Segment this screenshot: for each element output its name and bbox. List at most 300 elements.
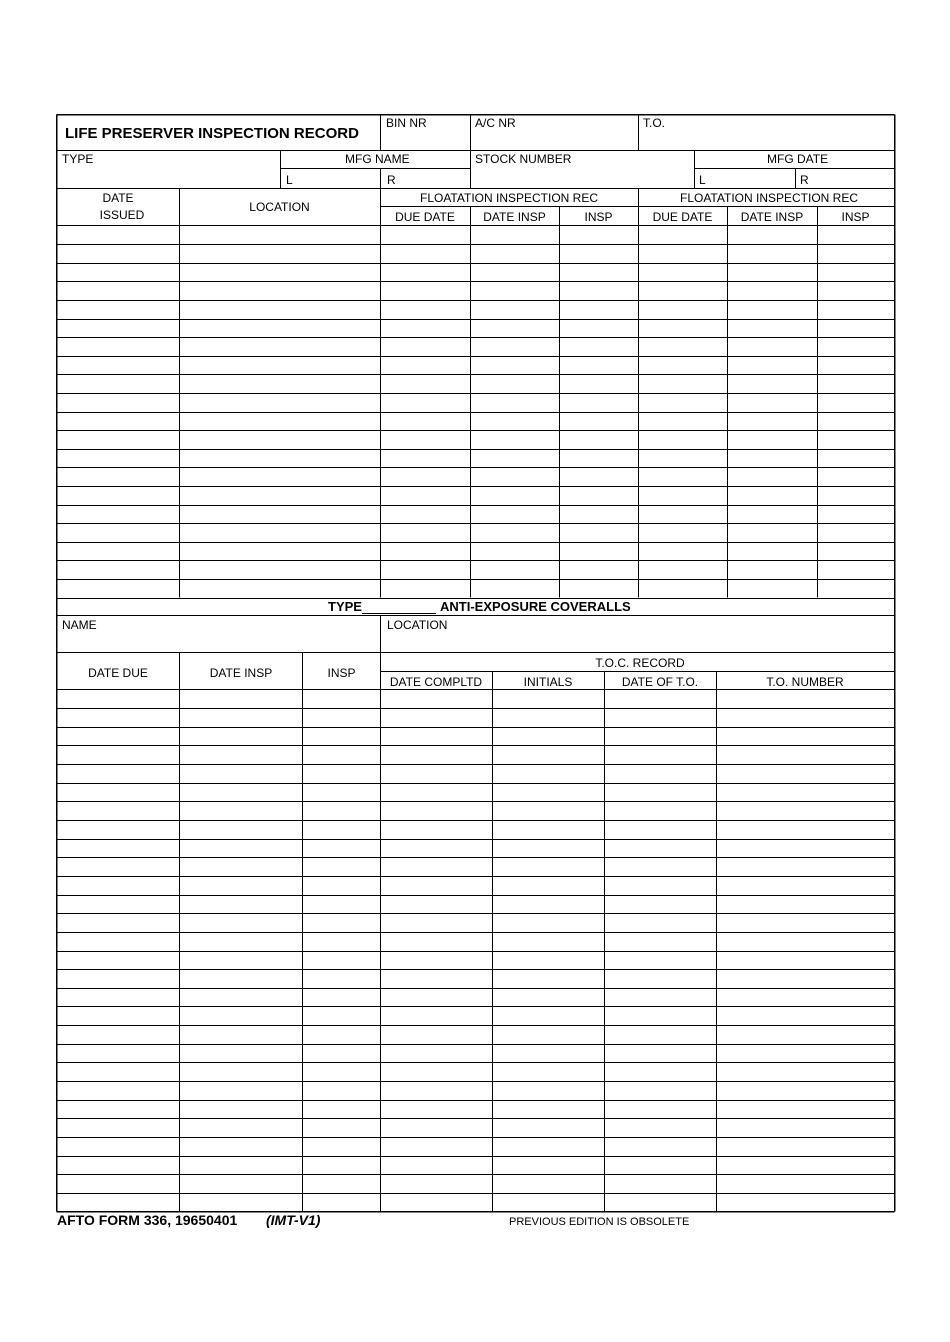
date-of-to-cell[interactable]	[606, 1045, 715, 1062]
due-date-cell[interactable]	[382, 543, 469, 560]
due-date-cell[interactable]	[382, 264, 469, 281]
date-of-to-cell[interactable]	[606, 1101, 715, 1118]
date-insp-cell[interactable]	[181, 989, 301, 1006]
insp-cell[interactable]	[819, 487, 893, 504]
insp-cell[interactable]	[819, 543, 893, 560]
date-insp-cell[interactable]	[181, 821, 301, 838]
date-compltd-cell[interactable]	[382, 746, 491, 763]
date-compltd-cell[interactable]	[382, 765, 491, 782]
date-of-to-cell[interactable]	[606, 1157, 715, 1174]
insp-cell[interactable]	[304, 858, 379, 875]
location-cell[interactable]	[181, 264, 379, 281]
insp-cell[interactable]	[304, 933, 379, 950]
date-compltd-cell[interactable]	[382, 858, 491, 875]
date-due-cell[interactable]	[58, 691, 178, 708]
date-compltd-cell[interactable]	[382, 802, 491, 819]
date-compltd-cell[interactable]	[382, 784, 491, 801]
date-compltd-cell[interactable]	[382, 691, 491, 708]
date-insp-cell[interactable]	[472, 543, 558, 560]
to-number-cell[interactable]	[718, 1119, 893, 1136]
insp-cell[interactable]	[561, 301, 637, 318]
date-due-cell[interactable]	[58, 858, 178, 875]
to-number-cell[interactable]	[718, 802, 893, 819]
to-number-cell[interactable]	[718, 933, 893, 950]
due-date-cell[interactable]	[640, 301, 726, 318]
date-insp-cell[interactable]	[472, 450, 558, 467]
date-of-to-cell[interactable]	[606, 784, 715, 801]
date-issued-cell[interactable]	[58, 375, 178, 392]
type-field[interactable]	[58, 168, 278, 186]
date-insp-cell[interactable]	[181, 1045, 301, 1062]
date-due-cell[interactable]	[58, 877, 178, 894]
date-of-to-cell[interactable]	[606, 746, 715, 763]
date-insp-cell[interactable]	[181, 784, 301, 801]
date-insp-cell[interactable]	[472, 245, 558, 262]
insp-cell[interactable]	[304, 1007, 379, 1024]
initials-cell[interactable]	[494, 728, 603, 745]
date-compltd-cell[interactable]	[382, 728, 491, 745]
initials-cell[interactable]	[494, 1007, 603, 1024]
insp-cell[interactable]	[819, 431, 893, 448]
insp-cell[interactable]	[304, 1063, 379, 1080]
date-compltd-cell[interactable]	[382, 1194, 491, 1211]
date-insp-cell[interactable]	[181, 877, 301, 894]
date-insp-cell[interactable]	[729, 264, 816, 281]
date-of-to-cell[interactable]	[606, 989, 715, 1006]
date-insp-cell[interactable]	[472, 394, 558, 411]
date-issued-cell[interactable]	[58, 487, 178, 504]
to-number-cell[interactable]	[718, 1045, 893, 1062]
location-cell[interactable]	[181, 543, 379, 560]
date-insp-cell[interactable]	[181, 691, 301, 708]
due-date-cell[interactable]	[640, 487, 726, 504]
date-insp-cell[interactable]	[729, 468, 816, 485]
initials-cell[interactable]	[494, 989, 603, 1006]
date-of-to-cell[interactable]	[606, 1007, 715, 1024]
insp-cell[interactable]	[819, 245, 893, 262]
insp-cell[interactable]	[304, 1082, 379, 1099]
insp-cell[interactable]	[304, 970, 379, 987]
initials-cell[interactable]	[494, 933, 603, 950]
to-number-cell[interactable]	[718, 1026, 893, 1043]
date-due-cell[interactable]	[58, 1063, 178, 1080]
insp-cell[interactable]	[304, 896, 379, 913]
insp-cell[interactable]	[304, 914, 379, 931]
insp-cell[interactable]	[561, 487, 637, 504]
date-due-cell[interactable]	[58, 709, 178, 726]
date-insp-cell[interactable]	[181, 952, 301, 969]
date-insp-cell[interactable]	[729, 394, 816, 411]
insp-cell[interactable]	[819, 338, 893, 355]
date-insp-cell[interactable]	[181, 1138, 301, 1155]
initials-cell[interactable]	[494, 1175, 603, 1192]
date-insp-cell[interactable]	[472, 301, 558, 318]
date-of-to-cell[interactable]	[606, 952, 715, 969]
initials-cell[interactable]	[494, 840, 603, 857]
to-number-cell[interactable]	[718, 765, 893, 782]
date-due-cell[interactable]	[58, 765, 178, 782]
insp-cell[interactable]	[561, 320, 637, 337]
due-date-cell[interactable]	[640, 543, 726, 560]
insp-cell[interactable]	[561, 543, 637, 560]
insp-cell[interactable]	[561, 245, 637, 262]
due-date-cell[interactable]	[382, 431, 469, 448]
insp-cell[interactable]	[304, 1119, 379, 1136]
date-due-cell[interactable]	[58, 1157, 178, 1174]
location-cell[interactable]	[181, 506, 379, 523]
date-insp-cell[interactable]	[472, 561, 558, 578]
date-issued-cell[interactable]	[58, 413, 178, 430]
date-due-cell[interactable]	[58, 1119, 178, 1136]
location-cell[interactable]	[181, 487, 379, 504]
date-issued-cell[interactable]	[58, 245, 178, 262]
due-date-cell[interactable]	[382, 506, 469, 523]
date-due-cell[interactable]	[58, 989, 178, 1006]
initials-cell[interactable]	[494, 1101, 603, 1118]
to-number-cell[interactable]	[718, 1157, 893, 1174]
due-date-cell[interactable]	[382, 561, 469, 578]
location-cell[interactable]	[181, 320, 379, 337]
date-insp-cell[interactable]	[729, 357, 816, 374]
to-number-cell[interactable]	[718, 1007, 893, 1024]
date-of-to-cell[interactable]	[606, 933, 715, 950]
location-cell[interactable]	[181, 357, 379, 374]
location-cell[interactable]	[181, 561, 379, 578]
date-issued-cell[interactable]	[58, 394, 178, 411]
insp-cell[interactable]	[819, 357, 893, 374]
date-issued-cell[interactable]	[58, 338, 178, 355]
date-of-to-cell[interactable]	[606, 896, 715, 913]
to-number-cell[interactable]	[718, 1082, 893, 1099]
to-number-cell[interactable]	[718, 1175, 893, 1192]
date-of-to-cell[interactable]	[606, 765, 715, 782]
date-of-to-cell[interactable]	[606, 1026, 715, 1043]
insp-cell[interactable]	[561, 394, 637, 411]
date-compltd-cell[interactable]	[382, 1175, 491, 1192]
insp-cell[interactable]	[561, 357, 637, 374]
date-of-to-cell[interactable]	[606, 1175, 715, 1192]
insp-cell[interactable]	[304, 765, 379, 782]
date-insp-cell[interactable]	[472, 227, 558, 244]
date-of-to-cell[interactable]	[606, 1138, 715, 1155]
date-compltd-cell[interactable]	[382, 821, 491, 838]
date-insp-cell[interactable]	[472, 580, 558, 597]
date-issued-cell[interactable]	[58, 264, 178, 281]
location-cell[interactable]	[181, 227, 379, 244]
insp-cell[interactable]	[561, 375, 637, 392]
insp-cell[interactable]	[561, 506, 637, 523]
date-issued-cell[interactable]	[58, 227, 178, 244]
date-issued-cell[interactable]	[58, 468, 178, 485]
date-insp-cell[interactable]	[181, 1157, 301, 1174]
to-number-cell[interactable]	[718, 877, 893, 894]
date-insp-cell[interactable]	[472, 413, 558, 430]
date-compltd-cell[interactable]	[382, 989, 491, 1006]
date-insp-cell[interactable]	[181, 709, 301, 726]
date-insp-cell[interactable]	[729, 413, 816, 430]
due-date-cell[interactable]	[640, 450, 726, 467]
insp-cell[interactable]	[819, 450, 893, 467]
to-field[interactable]	[640, 132, 892, 150]
due-date-cell[interactable]	[382, 320, 469, 337]
due-date-cell[interactable]	[640, 264, 726, 281]
date-issued-cell[interactable]	[58, 506, 178, 523]
initials-cell[interactable]	[494, 691, 603, 708]
date-insp-cell[interactable]	[472, 431, 558, 448]
date-due-cell[interactable]	[58, 1138, 178, 1155]
to-number-cell[interactable]	[718, 728, 893, 745]
to-number-cell[interactable]	[718, 952, 893, 969]
location-cell[interactable]	[181, 413, 379, 430]
date-compltd-cell[interactable]	[382, 1157, 491, 1174]
date-compltd-cell[interactable]	[382, 1045, 491, 1062]
due-date-cell[interactable]	[640, 282, 726, 299]
location-cell[interactable]	[181, 394, 379, 411]
date-insp-cell[interactable]	[472, 282, 558, 299]
date-compltd-cell[interactable]	[382, 914, 491, 931]
initials-cell[interactable]	[494, 765, 603, 782]
due-date-cell[interactable]	[382, 338, 469, 355]
insp-cell[interactable]	[304, 746, 379, 763]
insp-cell[interactable]	[819, 506, 893, 523]
date-issued-cell[interactable]	[58, 357, 178, 374]
to-number-cell[interactable]	[718, 709, 893, 726]
date-insp-cell[interactable]	[729, 245, 816, 262]
date-due-cell[interactable]	[58, 802, 178, 819]
initials-cell[interactable]	[494, 746, 603, 763]
date-compltd-cell[interactable]	[382, 1063, 491, 1080]
date-issued-cell[interactable]	[58, 301, 178, 318]
initials-cell[interactable]	[494, 1157, 603, 1174]
initials-cell[interactable]	[494, 802, 603, 819]
date-compltd-cell[interactable]	[382, 1119, 491, 1136]
due-date-cell[interactable]	[640, 580, 726, 597]
date-insp-cell[interactable]	[472, 524, 558, 541]
anti-exposure-type-field[interactable]	[362, 598, 436, 614]
date-insp-cell[interactable]	[472, 338, 558, 355]
date-due-cell[interactable]	[58, 1101, 178, 1118]
insp-cell[interactable]	[304, 1157, 379, 1174]
insp-cell[interactable]	[561, 431, 637, 448]
date-insp-cell[interactable]	[729, 431, 816, 448]
date-issued-cell[interactable]	[58, 543, 178, 560]
initials-cell[interactable]	[494, 1045, 603, 1062]
date-due-cell[interactable]	[58, 896, 178, 913]
insp-cell[interactable]	[304, 784, 379, 801]
location-cell[interactable]	[181, 580, 379, 597]
date-insp-cell[interactable]	[181, 1194, 301, 1211]
date-compltd-cell[interactable]	[382, 1082, 491, 1099]
date-due-cell[interactable]	[58, 784, 178, 801]
name-field[interactable]	[58, 633, 378, 651]
insp-cell[interactable]	[819, 227, 893, 244]
to-number-cell[interactable]	[718, 840, 893, 857]
date-insp-cell[interactable]	[729, 375, 816, 392]
insp-cell[interactable]	[304, 840, 379, 857]
date-issued-cell[interactable]	[58, 320, 178, 337]
date-insp-cell[interactable]	[181, 896, 301, 913]
insp-cell[interactable]	[561, 580, 637, 597]
due-date-cell[interactable]	[640, 375, 726, 392]
initials-cell[interactable]	[494, 1194, 603, 1211]
insp-cell[interactable]	[561, 227, 637, 244]
insp-cell[interactable]	[819, 282, 893, 299]
insp-cell[interactable]	[304, 989, 379, 1006]
date-due-cell[interactable]	[58, 840, 178, 857]
to-number-cell[interactable]	[718, 858, 893, 875]
date-due-cell[interactable]	[58, 914, 178, 931]
date-issued-cell[interactable]	[58, 431, 178, 448]
due-date-cell[interactable]	[382, 375, 469, 392]
due-date-cell[interactable]	[640, 468, 726, 485]
date-of-to-cell[interactable]	[606, 728, 715, 745]
initials-cell[interactable]	[494, 970, 603, 987]
to-number-cell[interactable]	[718, 746, 893, 763]
date-of-to-cell[interactable]	[606, 1063, 715, 1080]
date-insp-cell[interactable]	[729, 506, 816, 523]
date-insp-cell[interactable]	[472, 506, 558, 523]
location-cell[interactable]	[181, 450, 379, 467]
coveralls-location-field[interactable]	[382, 633, 892, 651]
insp-cell[interactable]	[304, 802, 379, 819]
location-cell[interactable]	[181, 245, 379, 262]
insp-cell[interactable]	[304, 877, 379, 894]
date-compltd-cell[interactable]	[382, 933, 491, 950]
date-insp-cell[interactable]	[181, 1101, 301, 1118]
location-cell[interactable]	[181, 375, 379, 392]
date-due-cell[interactable]	[58, 746, 178, 763]
mfg-date-right-field[interactable]	[809, 169, 892, 186]
date-insp-cell[interactable]	[181, 1082, 301, 1099]
date-of-to-cell[interactable]	[606, 858, 715, 875]
date-insp-cell[interactable]	[181, 1026, 301, 1043]
initials-cell[interactable]	[494, 821, 603, 838]
date-compltd-cell[interactable]	[382, 709, 491, 726]
due-date-cell[interactable]	[382, 282, 469, 299]
due-date-cell[interactable]	[640, 227, 726, 244]
date-compltd-cell[interactable]	[382, 840, 491, 857]
initials-cell[interactable]	[494, 1119, 603, 1136]
insp-cell[interactable]	[819, 264, 893, 281]
due-date-cell[interactable]	[640, 357, 726, 374]
date-insp-cell[interactable]	[181, 840, 301, 857]
date-insp-cell[interactable]	[729, 450, 816, 467]
due-date-cell[interactable]	[640, 320, 726, 337]
bin-nr-field[interactable]	[382, 132, 470, 150]
initials-cell[interactable]	[494, 877, 603, 894]
to-number-cell[interactable]	[718, 1063, 893, 1080]
date-of-to-cell[interactable]	[606, 1082, 715, 1099]
date-of-to-cell[interactable]	[606, 1119, 715, 1136]
date-insp-cell[interactable]	[181, 970, 301, 987]
date-due-cell[interactable]	[58, 952, 178, 969]
due-date-cell[interactable]	[382, 468, 469, 485]
insp-cell[interactable]	[561, 264, 637, 281]
date-compltd-cell[interactable]	[382, 1101, 491, 1118]
due-date-cell[interactable]	[382, 524, 469, 541]
date-insp-cell[interactable]	[472, 320, 558, 337]
due-date-cell[interactable]	[640, 413, 726, 430]
date-compltd-cell[interactable]	[382, 877, 491, 894]
due-date-cell[interactable]	[382, 487, 469, 504]
due-date-cell[interactable]	[382, 227, 469, 244]
insp-cell[interactable]	[561, 338, 637, 355]
date-of-to-cell[interactable]	[606, 970, 715, 987]
due-date-cell[interactable]	[640, 245, 726, 262]
to-number-cell[interactable]	[718, 970, 893, 987]
date-of-to-cell[interactable]	[606, 802, 715, 819]
due-date-cell[interactable]	[382, 413, 469, 430]
to-number-cell[interactable]	[718, 1194, 893, 1211]
to-number-cell[interactable]	[718, 989, 893, 1006]
date-issued-cell[interactable]	[58, 282, 178, 299]
date-of-to-cell[interactable]	[606, 877, 715, 894]
date-issued-cell[interactable]	[58, 450, 178, 467]
insp-cell[interactable]	[819, 413, 893, 430]
location-cell[interactable]	[181, 468, 379, 485]
initials-cell[interactable]	[494, 914, 603, 931]
insp-cell[interactable]	[819, 524, 893, 541]
insp-cell[interactable]	[561, 468, 637, 485]
date-insp-cell[interactable]	[181, 802, 301, 819]
date-insp-cell[interactable]	[181, 1119, 301, 1136]
date-insp-cell[interactable]	[181, 1007, 301, 1024]
due-date-cell[interactable]	[640, 506, 726, 523]
due-date-cell[interactable]	[640, 561, 726, 578]
insp-cell[interactable]	[819, 375, 893, 392]
insp-cell[interactable]	[819, 561, 893, 578]
date-insp-cell[interactable]	[181, 1063, 301, 1080]
location-cell[interactable]	[181, 524, 379, 541]
date-of-to-cell[interactable]	[606, 914, 715, 931]
due-date-cell[interactable]	[382, 301, 469, 318]
initials-cell[interactable]	[494, 784, 603, 801]
date-insp-cell[interactable]	[181, 933, 301, 950]
date-insp-cell[interactable]	[729, 487, 816, 504]
date-due-cell[interactable]	[58, 1082, 178, 1099]
date-due-cell[interactable]	[58, 728, 178, 745]
insp-cell[interactable]	[304, 1045, 379, 1062]
insp-cell[interactable]	[304, 691, 379, 708]
insp-cell[interactable]	[304, 952, 379, 969]
due-date-cell[interactable]	[640, 394, 726, 411]
date-insp-cell[interactable]	[181, 914, 301, 931]
date-insp-cell[interactable]	[729, 561, 816, 578]
date-insp-cell[interactable]	[181, 765, 301, 782]
mfg-name-left-field[interactable]	[296, 169, 378, 186]
due-date-cell[interactable]	[640, 338, 726, 355]
due-date-cell[interactable]	[382, 450, 469, 467]
date-compltd-cell[interactable]	[382, 970, 491, 987]
to-number-cell[interactable]	[718, 896, 893, 913]
date-insp-cell[interactable]	[472, 468, 558, 485]
initials-cell[interactable]	[494, 952, 603, 969]
insp-cell[interactable]	[304, 709, 379, 726]
insp-cell[interactable]	[561, 450, 637, 467]
location-cell[interactable]	[181, 301, 379, 318]
location-cell[interactable]	[181, 431, 379, 448]
date-compltd-cell[interactable]	[382, 1138, 491, 1155]
initials-cell[interactable]	[494, 1138, 603, 1155]
date-insp-cell[interactable]	[472, 375, 558, 392]
date-compltd-cell[interactable]	[382, 896, 491, 913]
due-date-cell[interactable]	[640, 524, 726, 541]
initials-cell[interactable]	[494, 896, 603, 913]
date-insp-cell[interactable]	[729, 580, 816, 597]
initials-cell[interactable]	[494, 1026, 603, 1043]
date-of-to-cell[interactable]	[606, 709, 715, 726]
to-number-cell[interactable]	[718, 1138, 893, 1155]
